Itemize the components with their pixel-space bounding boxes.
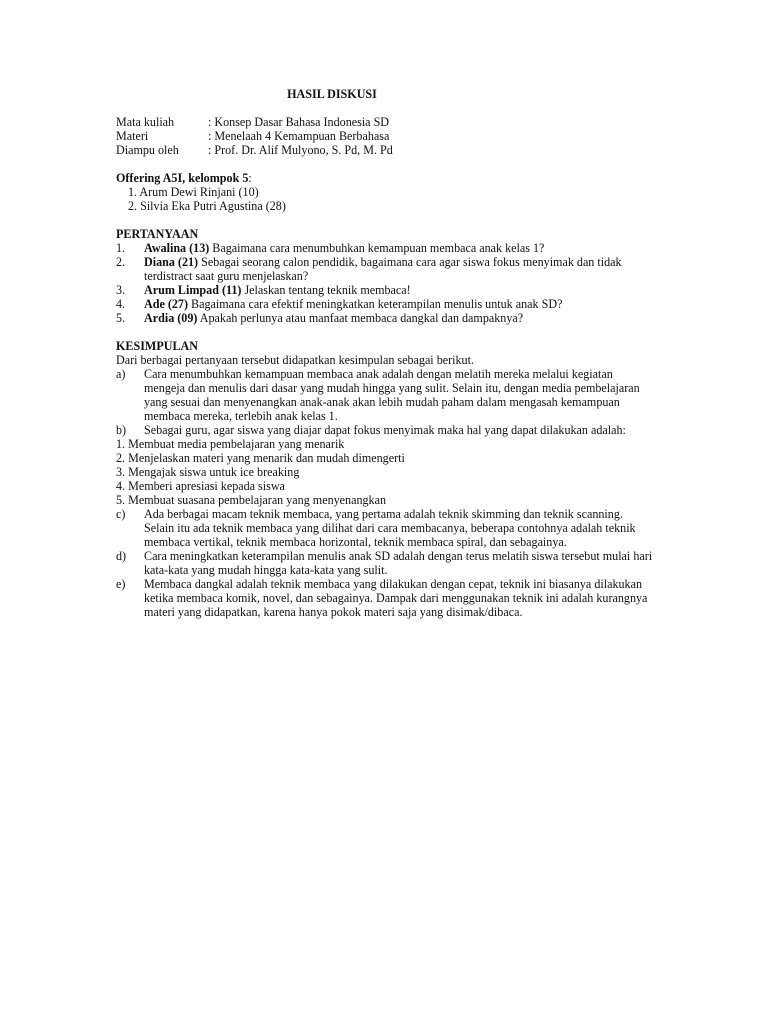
meta-value: : Menelaah 4 Kemampuan Berbahasa: [208, 129, 390, 143]
conclusion-text: Ada berbagai macam teknik membaca, yang pertama adalah teknik skimming dan teknik scanning. Selain itu ada teknik membaca yang dilihat dari cara membacanya, beberapa contohnya adalah teknik membaca vertikal, teknik membaca horizontal, teknik membaca spiral, dan sebagainya.: [144, 507, 636, 549]
conclusion-intro: Dari berbagai pertanyaan tersebut didapatkan kesimpulan sebagai berikut.: [116, 353, 474, 367]
meta-row-lecturer: [116, 143, 656, 157]
conclusion-heading: KESIMPULAN: [116, 339, 198, 353]
question-item: [116, 241, 656, 255]
conclusion-text: Membaca dangkal adalah teknik membaca yang dilakukan dengan cepat, teknik ini biasanya dilakukan ketika membaca komik, novel, dan sebagainya. Dampak dari menggunakan teknik ini adalah kurangnya materi yang didapatkan, karena hanya pokok materi saja yang disimak/dibaca.: [144, 577, 648, 619]
question-asker: Ardia (09): [144, 311, 198, 325]
conclusion-label: d): [116, 549, 127, 563]
member-item: 2. Silvia Eka Putri Agustina (28): [128, 199, 286, 213]
question-item: [116, 255, 656, 283]
question-asker: Arum Limpad (11): [144, 283, 242, 297]
member-item: 1. Arum Dewi Rinjani (10): [128, 185, 259, 199]
focus-tip-item: 1. Membuat media pembelajaran yang menarik: [116, 437, 345, 451]
question-number: 5.: [116, 311, 126, 325]
question-text: Sebagai seorang calon pendidik, bagaimana cara agar siswa fokus menyimak dan tidak terdistract saat guru menjelaskan?: [144, 255, 622, 283]
conclusion-item-e: [116, 577, 656, 619]
question-number: 4.: [116, 297, 126, 311]
offering-heading: Offering A5I, kelompok 5: [116, 171, 249, 185]
focus-tip-item: 5. Membuat suasana pembelajaran yang menyenangkan: [116, 493, 386, 507]
question-number: 2.: [116, 255, 126, 269]
offering-heading-line: [116, 171, 656, 185]
conclusion-label: e): [116, 577, 126, 591]
meta-value: : Konsep Dasar Bahasa Indonesia SD: [208, 115, 390, 129]
meta-label: Diampu oleh: [116, 143, 179, 157]
questions-heading: PERTANYAAN: [116, 227, 199, 241]
conclusion-item-b: [116, 423, 656, 437]
question-item: [116, 311, 656, 325]
question-text: Apakah perlunya atau manfaat membaca dangkal dan dampaknya?: [197, 311, 524, 325]
document-content: [116, 87, 656, 619]
meta-row-material: [116, 129, 656, 143]
conclusion-text: Cara meningkatkan keterampilan menulis anak SD adalah dengan terus melatih siswa tersebut mulai hari kata-kata yang mudah hingga kata-kata yang sulit.: [144, 549, 653, 577]
question-number: 3.: [116, 283, 126, 297]
focus-tip-item: 3. Mengajak siswa untuk ice breaking: [116, 465, 300, 479]
question-asker: Ade (27): [144, 297, 188, 311]
question-text: Jelaskan tentang teknik membaca!: [241, 283, 411, 297]
conclusion-section: [116, 339, 656, 619]
offering-section: [116, 171, 656, 213]
conclusion-text: Cara menumbuhkan kemampuan membaca anak adalah dengan melatih mereka melalui kegiatan mengeja dan menulis dari dasar yang mudah hingga yang sulit. Selain itu, dengan media pembelajaran yang sesuai dan menyenangkan anak-anak akan lebih mudah paham dalam mengasah kemampuan membaca mereka, terlebih anak kelas 1.: [144, 367, 640, 423]
conclusion-label: c): [116, 507, 126, 521]
meta-label: Mata kuliah: [116, 115, 175, 129]
conclusion-item-d: [116, 549, 656, 577]
meta-label: Materi: [116, 129, 149, 143]
questions-section: [116, 227, 656, 325]
focus-tip-item: 2. Menjelaskan materi yang menarik dan mudah dimengerti: [116, 451, 405, 465]
conclusion-text: Sebagai guru, agar siswa yang diajar dapat fokus menyimak maka hal yang dapat dilakukan adalah:: [144, 423, 626, 437]
question-text: Bagaimana cara menumbuhkan kemampuan membaca anak kelas 1?: [209, 241, 545, 255]
question-text: Bagaimana cara efektif meningkatkan keterampilan menulis untuk anak SD?: [188, 297, 563, 311]
question-asker: Diana (21): [144, 255, 199, 269]
question-item: [116, 283, 656, 297]
offering-colon: :: [248, 171, 252, 185]
conclusion-item-a: [116, 367, 656, 423]
question-asker: Awalina (13): [144, 241, 210, 255]
conclusion-item-c: [116, 507, 656, 549]
conclusion-label: a): [116, 367, 126, 381]
meta-value: : Prof. Dr. Alif Mulyono, S. Pd, M. Pd: [208, 143, 393, 157]
conclusion-label: b): [116, 423, 127, 437]
focus-tip-item: 4. Memberi apresiasi kepada siswa: [116, 479, 285, 493]
course-meta: [116, 115, 656, 157]
question-number: 1.: [116, 241, 126, 255]
meta-row-course: [116, 115, 656, 129]
document-title: HASIL DISKUSI: [287, 87, 377, 101]
question-item: [116, 297, 656, 311]
